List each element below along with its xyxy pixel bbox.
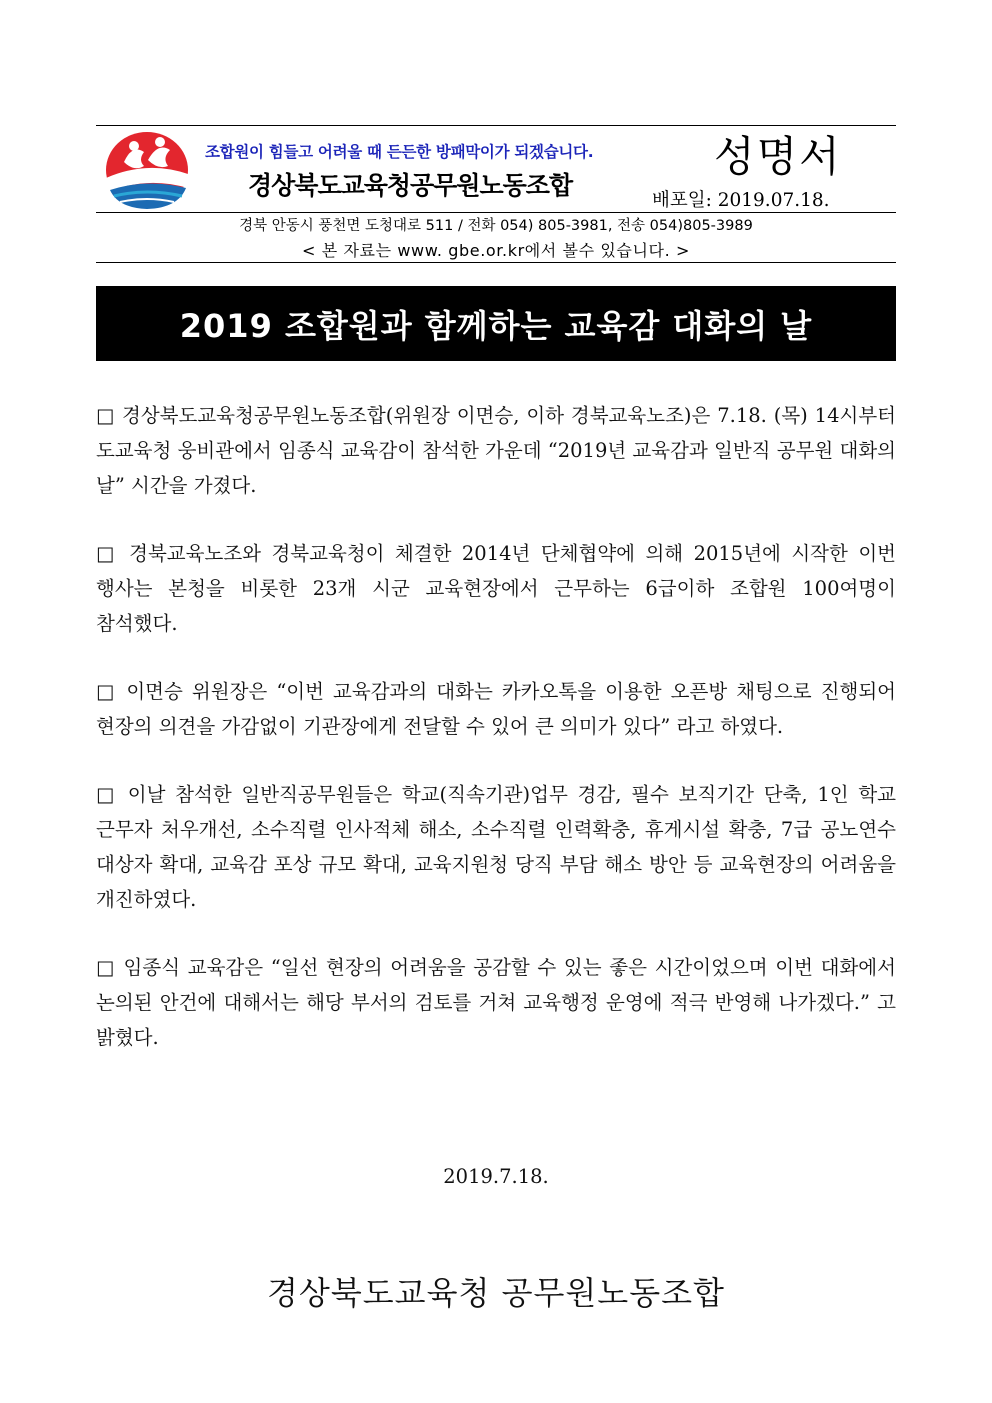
paragraph: □ 임종식 교육감은 “일선 현장의 어려움을 공감할 수 있는 좋은 시간이었으며 이번 대화에서 논의된 안건에 대해서는 해당 부서의 검토를 거쳐 교육행정 운영에 적극 반영해 나가겠다.” 고 밝혔다. [96, 956, 896, 1049]
document-title: 2019 조합원과 함께하는 교육감 대화의 날 [179, 306, 813, 345]
header-mid-rule [96, 212, 896, 213]
paragraph: □ 경상북도교육청공무원노동조합(위원장 이면승, 이하 경북교육노조)은 7.18. (목) 14시부터 도교육청 웅비관에서 임종식 교육감이 참석한 가운데 “2019년 교육감과 일반직 공무원 대화의 날” 시간을 가졌다. [96, 404, 896, 497]
signature-org: 경상북도교육청 공무원노동조합 [267, 1274, 725, 1312]
slogan: 조합원이 힘들고 어려울 때 든든한 방패막이가 되겠습니다. [205, 143, 594, 161]
header-bottom-rule [96, 262, 896, 263]
address-line: 경북 안동시 풍천면 도청대로 511 / 전화 054) 805-3981, 전송 054)805-3989 [239, 218, 753, 234]
website-notice: < 본 자료는 www. gbe.or.kr에서 볼수 있습니다. > [302, 241, 690, 260]
statement-body [96, 398, 896, 1088]
signature-date: 2019.7.18. [443, 1165, 549, 1188]
distribution-date: 배포일: 2019.07.18. [652, 190, 830, 211]
paragraph: □ 이날 참석한 일반직공무원들은 학교(직속기관)업무 경감, 필수 보직기간 단축, 1인 학교 근무자 처우개선, 소수직렬 인사적체 해소, 소수직렬 인력확충, 휴게시설 확충, 7급 공노연수 대상자 확대, 교육감 포상 규모 확대, 교육지원청 당직 부담 해소 방안 등 교육현장의 어려움을 개진하였다. [96, 783, 896, 911]
paragraph: □ 이면승 위원장은 “이번 교육감과의 대화는 카카오톡을 이용한 오픈방 채팅으로 진행되어 현장의 의견을 가감없이 기관장에게 전달할 수 있어 큰 의미가 있다” 라고 하였다. [96, 680, 896, 738]
paragraph: □ 경북교육노조와 경북교육청이 체결한 2014년 단체협약에 의해 2015년에 시작한 이번 행사는 본청을 비롯한 23개 시군 교육현장에서 근무하는 6급이하 조합원 100여명이 참석했다. [96, 542, 896, 635]
union-logo [104, 130, 190, 210]
title-banner [96, 286, 896, 361]
header-org-name: 경상북도교육청공무원노동조합 [248, 171, 573, 200]
document-type: 성명서 [714, 132, 842, 181]
